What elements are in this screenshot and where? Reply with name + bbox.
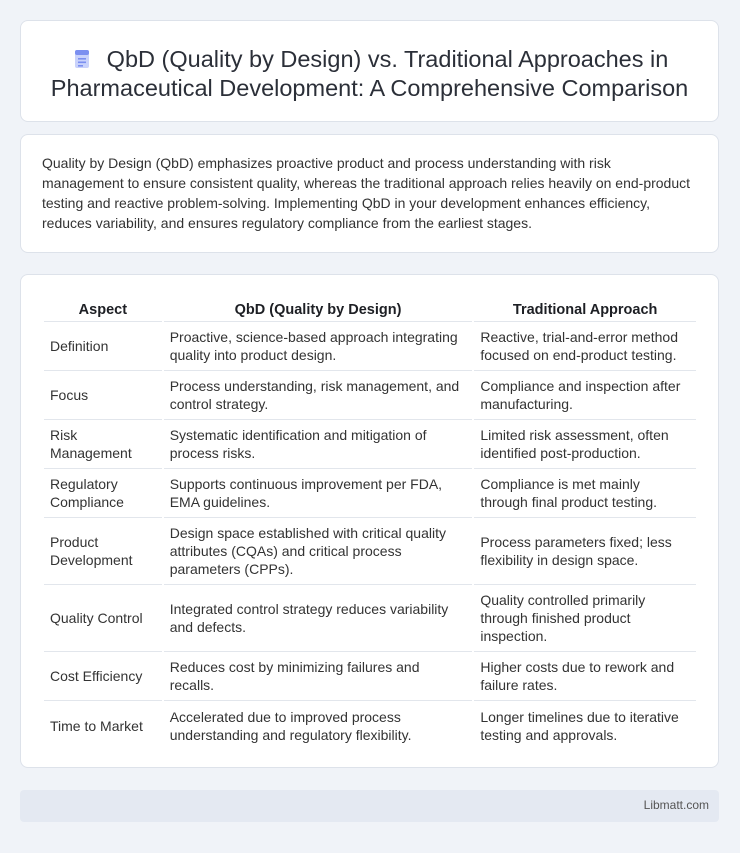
row-aspect: Quality Control (44, 585, 162, 652)
row-qbd: Supports continuous improvement per FDA, EMA guidelines. (164, 469, 473, 518)
table-header-row (44, 296, 696, 322)
document-icon (71, 48, 93, 70)
header-traditional: Traditional Approach (474, 296, 696, 322)
comparison-card (20, 274, 719, 768)
row-traditional: Compliance and inspection after manufacturing. (474, 371, 696, 420)
row-traditional: Longer timelines due to iterative testing and approvals. (480, 708, 679, 743)
header-aspect: Aspect (44, 296, 162, 322)
footer (20, 790, 719, 822)
row-traditional: Process parameters fixed; less flexibility in design space. (474, 518, 696, 585)
table-row (44, 469, 696, 518)
table-row (44, 652, 696, 701)
page-title-text: QbD (Quality by Design) vs. Traditional Approaches in Pharmaceutical Development: A Comprehensive Comparison (50, 46, 689, 101)
row-qbd: Systematic identification and mitigation of process risks. (164, 420, 473, 469)
row-aspect: Definition (44, 322, 162, 371)
row-aspect: Cost Efficiency (44, 652, 162, 701)
table-row (44, 371, 696, 420)
intro-paragraph: Quality by Design (QbD) emphasizes proactive product and process understanding with risk management to ensure consistent quality, whereas the traditional approach relies heavily on end-product testing and reactive problem-solving. Implementing QbD in your development enhances efficiency, reduces variability, and ensures regulatory compliance from the earliest stages. (42, 155, 691, 231)
row-traditional: Limited risk assessment, often identified post-production. (474, 420, 696, 469)
table-row (44, 585, 696, 652)
row-aspect: Product Development (44, 518, 162, 585)
intro-card (20, 134, 719, 253)
row-traditional: Compliance is met mainly through final product testing. (474, 469, 696, 518)
row-qbd: Accelerated due to improved process understanding and regulatory flexibility. (169, 708, 412, 743)
row-qbd: Reduces cost by minimizing failures and recalls. (164, 652, 473, 701)
row-aspect: Focus (44, 371, 162, 420)
row-traditional: Reactive, trial-and-error method focused on end-product testing. (474, 322, 696, 371)
row-aspect: Time to Market (50, 717, 143, 734)
row-qbd: Proactive, science-based approach integrating quality into product design. (164, 322, 473, 371)
title-card (20, 20, 719, 122)
row-aspect: Regulatory Compliance (44, 469, 162, 518)
table-row (44, 322, 696, 371)
comparison-table (42, 296, 698, 750)
row-aspect: Risk Management (44, 420, 162, 469)
table-row (44, 420, 696, 469)
row-traditional: Higher costs due to rework and failure rates. (474, 652, 696, 701)
row-qbd: Design space established with critical quality attributes (CQAs) and critical process parameters (CPPs). (164, 518, 473, 585)
page-title (21, 45, 718, 103)
row-qbd: Process understanding, risk management, and control strategy. (164, 371, 473, 420)
table-row (44, 518, 696, 585)
table-row (44, 701, 696, 750)
footer-brand[interactable]: Libmatt.com (643, 798, 709, 812)
row-qbd: Integrated control strategy reduces variability and defects. (164, 585, 473, 652)
row-traditional: Quality controlled primarily through finished product inspection. (474, 585, 696, 652)
header-qbd: QbD (Quality by Design) (164, 296, 473, 322)
